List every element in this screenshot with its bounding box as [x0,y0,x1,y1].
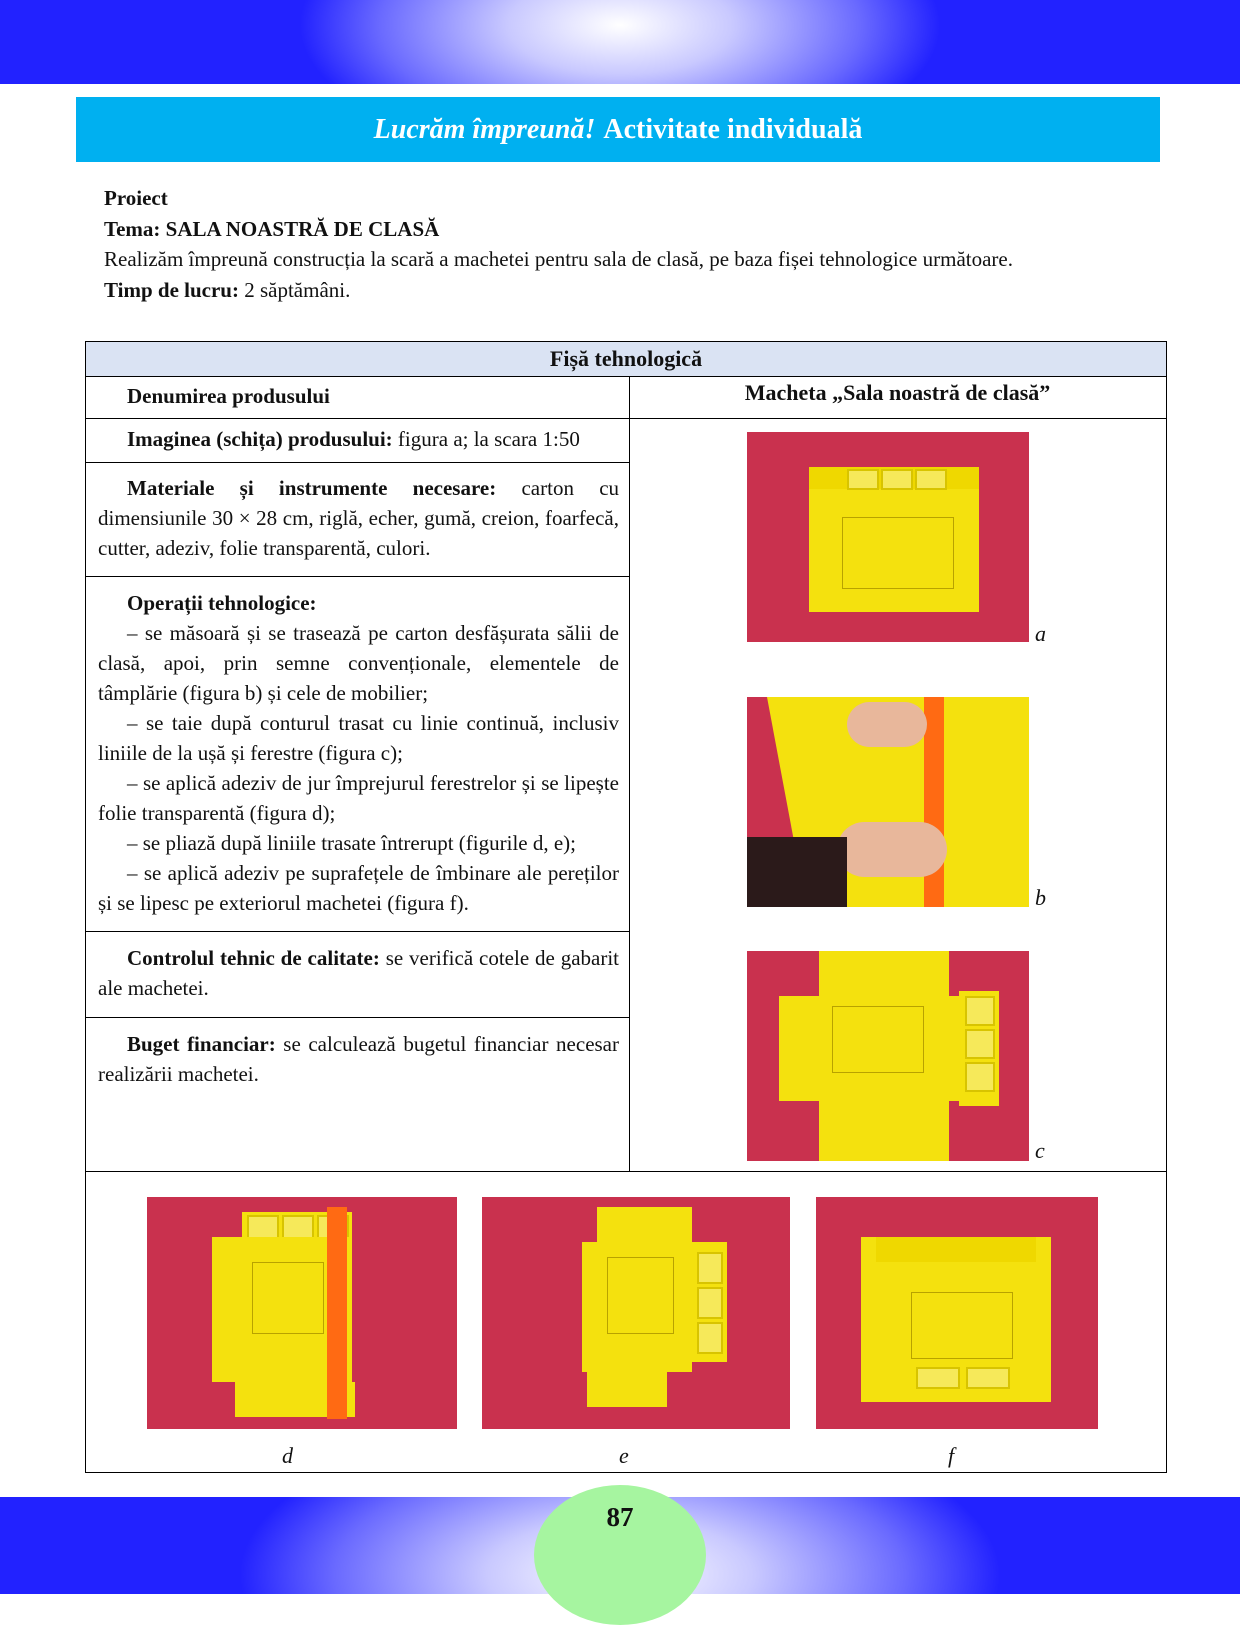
operation-step: – se măsoară și se trasează pe carton desfășurata sălii de clasă, apoi, prin semne convenționale, elementele de tâmplărie (figura b) și cele de mobilier; [98,621,619,705]
figure-b-photo [747,697,1029,907]
row-divider [86,576,629,577]
figure-b-caption: b [1035,885,1046,910]
budget-label: Buget financiar: [127,1032,276,1056]
figure-a-caption: a [1035,621,1046,646]
operation-step: – se aplică adeziv de jur împrejurul ferestrelor și se lipește folie transparentă (figura d); [98,771,619,825]
quality-cell [98,943,619,1003]
materials-value: carton cu dimensiunile 30 × 28 cm, riglă, echer, gumă, creion, foarfecă, cutter, adeziv, folie transparentă, culori. [98,476,620,560]
row-divider [86,462,629,463]
image-label: Imaginea (schița) produsului: [127,427,393,451]
quality-label: Controlul tehnic de calitate: [127,946,380,970]
row-divider [86,1017,629,1018]
top-decorative-band [0,0,1240,84]
operations-cell [98,588,619,918]
sheet-title: Fișă tehnologică [86,342,1166,377]
image-cell [127,424,627,454]
row-divider [86,1171,1166,1172]
theme-value: SALA NOASTRĂ DE CLASĂ [165,216,440,241]
figure-f-caption: f [948,1443,955,1468]
section-title-bar [76,97,1160,162]
operation-step: – se aplică adeziv pe suprafețele de îmbinare ale pereților și se lipesc pe exteriorul machetei (figura f). [98,861,619,915]
budget-cell [98,1029,619,1089]
row-divider [86,418,1166,419]
product-name-label: Denumirea produsului [127,384,330,408]
project-intro [104,183,1013,305]
page-number: 87 [606,1502,634,1532]
operation-step: – se pliază după liniile trasate întrerupt (figurile d, e); [127,831,576,855]
budget-value: se calculează bugetul financiar necesar realizării machetei. [98,1032,619,1086]
time-label: Timp de lucru: [104,277,239,302]
row-divider [86,931,629,932]
materials-label: Materiale și instrumente necesare: [127,476,497,500]
figure-d-caption: d [282,1443,293,1468]
materials-cell [98,473,619,563]
title-rest: Activitate individuală [603,113,863,145]
figure-c-caption: c [1035,1138,1045,1163]
quality-value: se verifică cotele de gabarit ale machetei. [98,946,619,1000]
image-value: figura a; la scara 1:50 [397,427,580,451]
figure-c-photo [747,951,1029,1161]
figure-d-photo [147,1197,457,1429]
column-divider [629,376,630,1171]
product-name-value: Macheta „Sala noastră de clasă” [744,380,1051,405]
project-description: Realizăm împreună construcția la scară a machetei pentru sala de clasă, pe baza fișei tehnologice următoare. [104,247,1013,271]
figure-f-photo [816,1197,1098,1429]
project-label: Proiect [104,186,168,210]
time-value: 2 săptămâni. [244,277,351,302]
theme-label: Tema: [104,216,161,241]
operations-label: Operații tehnologice: [127,591,317,615]
figure-e-photo [482,1197,790,1429]
title-italic: Lucrăm împreună! [373,113,596,145]
figure-a-photo [747,432,1029,642]
figure-e-caption: e [619,1443,629,1468]
operation-step: – se taie după conturul trasat cu linie continuă, inclusiv liniile de la ușă și ferestre (figura c); [98,711,619,765]
